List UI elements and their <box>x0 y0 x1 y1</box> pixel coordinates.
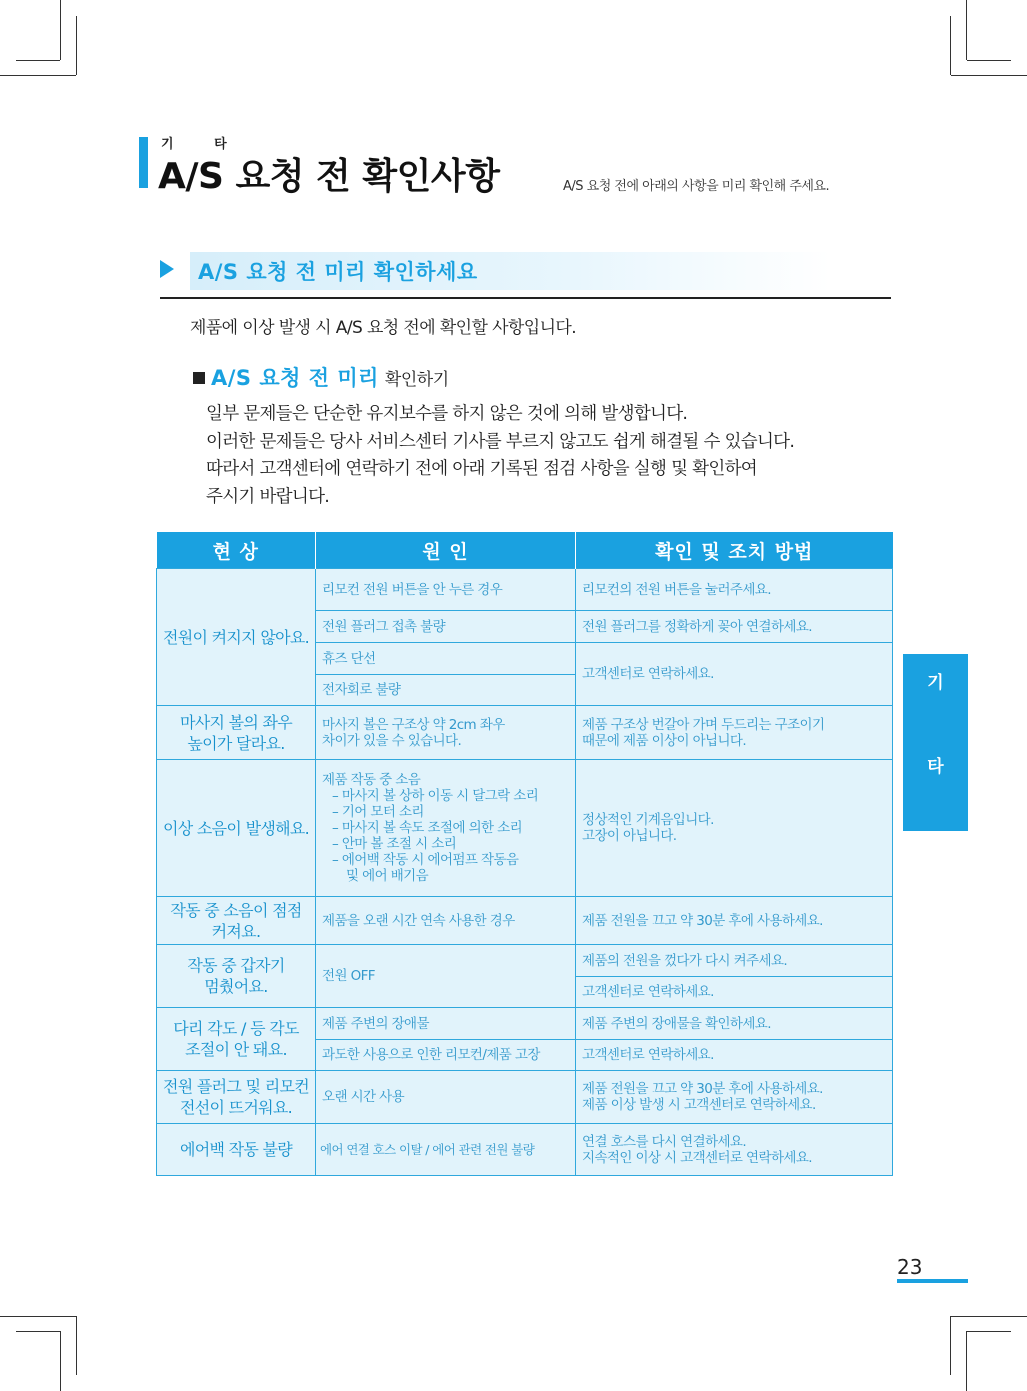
check-title-black: 확인하기 <box>384 370 449 390</box>
crop-mark <box>16 1331 60 1332</box>
page-number: 23 <box>897 1255 923 1279</box>
symptom-line: 커져요. <box>211 921 261 941</box>
symptom-line: 전원 플러그 및 리모컨 <box>163 1077 309 1096</box>
symptom-cell <box>157 897 316 945</box>
action-cell <box>576 706 893 760</box>
check-title-blue: A/S 요청 전 미리 <box>211 366 379 390</box>
action-cell: 제품의 전원을 껐다가 다시 켜주세요. <box>576 945 893 977</box>
check-heading <box>193 362 449 392</box>
divider <box>160 297 891 299</box>
action-cell: 리모컨의 전원 버튼을 눌러주세요. <box>576 569 893 611</box>
crop-mark <box>76 1316 77 1375</box>
cause-line: 마사지 볼은 구조상 약 2cm 좌우 <box>322 716 505 733</box>
cause-cell <box>316 760 576 897</box>
crop-mark <box>0 1316 76 1317</box>
column-header-symptom: 현 상 <box>157 532 316 569</box>
cause-cell: 전원 플러그 접촉 불량 <box>316 611 576 643</box>
cause-cell: 리모컨 전원 버튼을 안 누른 경우 <box>316 569 576 611</box>
symptom-line: 높이가 달라요. <box>187 733 285 753</box>
crop-mark <box>967 60 1011 61</box>
cause-line: 및 에어 배기음 <box>346 868 429 884</box>
paragraph-line: 따라서 고객센터에 연락하기 전에 아래 기록된 점검 사항을 실행 및 확인하여 <box>206 459 757 479</box>
symptom-line: 작동 중 소음이 점점 <box>170 900 302 920</box>
action-cell: 제품 전원을 끄고 약 30분 후에 사용하세요. <box>576 897 893 945</box>
crop-mark <box>966 1331 967 1391</box>
title-accent-bar <box>139 137 148 188</box>
table-row <box>157 706 893 760</box>
crop-mark <box>60 1331 61 1391</box>
cause-line: – 마사지 볼 상하 이동 시 달그락 소리 <box>332 788 539 804</box>
action-line: 제품 구조상 번갈아 가며 두드리는 구조이기 <box>582 716 825 733</box>
symptom-cell <box>157 1008 316 1071</box>
crop-mark <box>76 16 77 75</box>
table-header-row <box>157 532 893 569</box>
crop-mark <box>0 75 76 76</box>
triangle-arrow-icon <box>160 260 174 278</box>
symptom-line: 다리 각도 / 등 각도 <box>173 1019 299 1038</box>
column-header-cause: 원 인 <box>316 532 576 569</box>
check-paragraph <box>206 401 794 511</box>
action-cell <box>576 1124 893 1176</box>
action-line: 고장이 아닙니다. <box>582 828 677 844</box>
action-line: 정상적인 기계음입니다. <box>582 812 714 828</box>
symptom-cell <box>157 1071 316 1124</box>
action-line: 제품 전원을 끄고 약 30분 후에 사용하세요. <box>582 1081 823 1097</box>
cause-line: – 기어 모터 소리 <box>332 804 424 820</box>
table-row <box>157 1008 893 1040</box>
subsection-title: A/S 요청 전 미리 확인하세요 <box>198 260 478 284</box>
action-cell: 고객센터로 연락하세요. <box>576 977 893 1008</box>
table-row <box>157 1071 893 1124</box>
cause-cell: 제품을 오랜 시간 연속 사용한 경우 <box>316 897 576 945</box>
page-number-underline <box>897 1279 968 1283</box>
page-title: A/S 요청 전 확인사항 <box>158 156 500 197</box>
symptom-cell <box>157 706 316 760</box>
cause-line: 차이가 있을 수 있습니다. <box>322 732 462 749</box>
cause-line: 제품 작동 중 소음 <box>322 772 421 788</box>
cause-cell: 전자회로 불량 <box>316 675 576 706</box>
cause-cell: 전원 OFF <box>316 945 576 1008</box>
action-cell: 전원 플러그를 정확하게 꽂아 연결하세요. <box>576 611 893 643</box>
table-row <box>157 569 893 611</box>
square-bullet-icon <box>193 372 205 384</box>
cause-line: – 마사지 볼 속도 조절에 의한 소리 <box>332 820 523 836</box>
crop-mark <box>16 60 60 61</box>
troubleshooting-table <box>156 532 893 1176</box>
symptom-cell: 전원이 켜지지 않아요. <box>157 569 316 706</box>
symptom-cell: 이상 소음이 발생해요. <box>157 760 316 897</box>
section-label: 기 타 <box>161 137 245 152</box>
crop-mark <box>950 16 951 75</box>
action-line: 때문에 제품 이상이 아닙니다. <box>582 732 747 749</box>
side-tab-char: 기 <box>927 673 944 693</box>
crop-mark <box>951 1316 1027 1317</box>
crop-mark <box>966 0 967 60</box>
action-cell <box>576 1071 893 1124</box>
cause-cell <box>316 706 576 760</box>
cause-cell: 오랜 시간 사용 <box>316 1071 576 1124</box>
cause-cell: 제품 주변의 장애물 <box>316 1008 576 1040</box>
table-row <box>157 1124 893 1176</box>
paragraph-line: 주시기 바랍니다. <box>206 486 330 507</box>
cause-cell: 휴즈 단선 <box>316 643 576 675</box>
symptom-line: 작동 중 갑자기 <box>187 956 285 975</box>
cause-cell: 과도한 사용으로 인한 리모컨/제품 고장 <box>316 1040 576 1071</box>
action-cell: 제품 주변의 장애물을 확인하세요. <box>576 1008 893 1040</box>
cause-line: – 안마 볼 조절 시 소리 <box>332 836 457 852</box>
column-header-action: 확인 및 조치 방법 <box>576 532 893 569</box>
symptom-line: 조절이 안 돼요. <box>185 1040 287 1059</box>
subsection-intro: 제품에 이상 발생 시 A/S 요청 전에 확인할 사항입니다. <box>190 318 577 338</box>
action-cell <box>576 760 893 897</box>
action-line: 연결 호스를 다시 연결하세요. <box>582 1133 747 1150</box>
symptom-cell: 에어백 작동 불량 <box>157 1124 316 1176</box>
symptom-line: 전선이 뜨거워요. <box>179 1098 293 1117</box>
paragraph-line: 일부 문제들은 단순한 유지보수를 하지 않은 것에 의해 발생합니다. <box>206 404 688 424</box>
crop-mark <box>967 1331 1011 1332</box>
paragraph-line: 이러한 문제들은 당사 서비스센터 기사를 부르지 않고도 쉽게 해결될 수 있습니다. <box>206 431 795 452</box>
table-row <box>157 945 893 977</box>
table-row <box>157 760 893 897</box>
crop-mark <box>951 75 1027 76</box>
side-tab-char: 타 <box>927 757 944 777</box>
cause-cell: 에어 연결 호스 이탈 / 에어 관련 전원 불량 <box>316 1124 576 1176</box>
crop-mark <box>950 1316 951 1375</box>
action-line: 지속적인 이상 시 고객센터로 연락하세요. <box>582 1149 812 1166</box>
action-cell: 고객센터로 연락하세요. <box>576 643 893 706</box>
table-row <box>157 897 893 945</box>
header-note: A/S 요청 전에 아래의 사항을 미리 확인해 주세요. <box>563 179 830 194</box>
action-cell: 고객센터로 연락하세요. <box>576 1040 893 1071</box>
side-section-tab <box>903 654 968 831</box>
cause-line: – 에어백 작동 시 에어펌프 작동음 <box>332 852 519 868</box>
symptom-line: 마사지 볼의 좌우 <box>179 712 293 732</box>
symptom-line: 멈췄어요. <box>204 977 268 996</box>
crop-mark <box>60 0 61 60</box>
symptom-cell <box>157 945 316 1008</box>
action-line: 제품 이상 발생 시 고객센터로 연락하세요. <box>582 1097 816 1113</box>
